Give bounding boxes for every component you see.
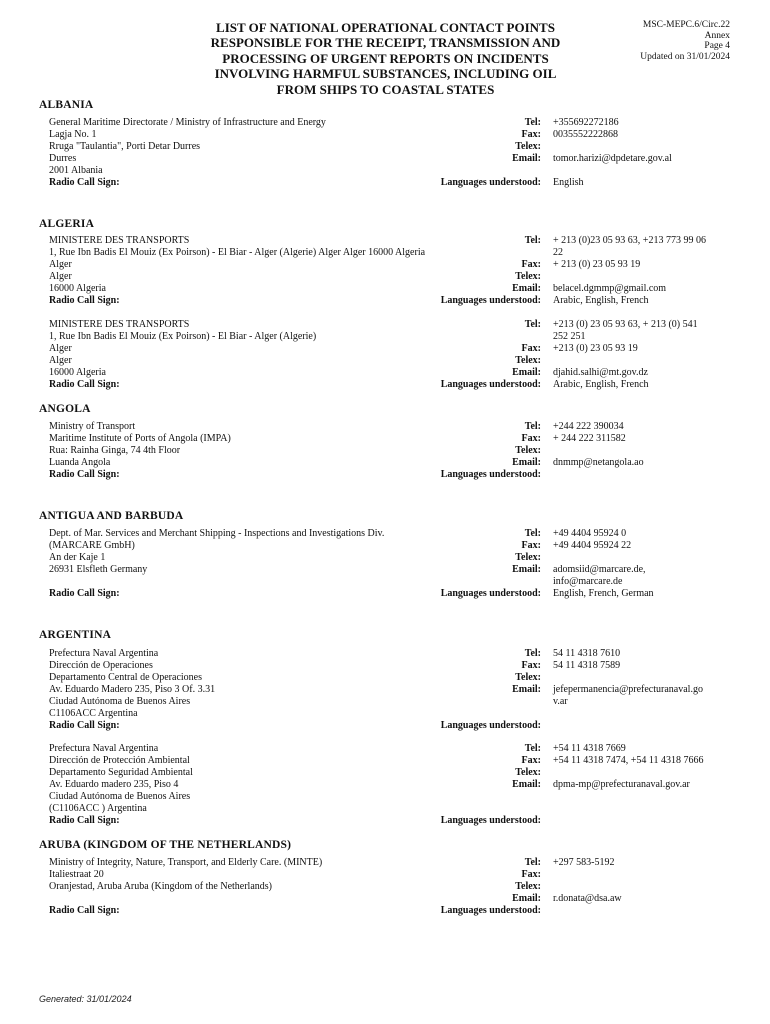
telephone-label: Tel: (524, 235, 541, 246)
address-line: Durres (49, 153, 77, 164)
document-reference (600, 20, 730, 62)
address-block (49, 857, 509, 893)
fax-label: Fax: (521, 343, 541, 354)
country-heading: ARUBA (KINGDOM OF THE NETHERLANDS) (39, 839, 292, 851)
fax-label: Fax: (521, 755, 541, 766)
languages-value: English, French, German (553, 588, 654, 599)
telephone-label: Tel: (524, 117, 541, 128)
address-line: Alger (49, 343, 72, 354)
fax-value-line: +49 4404 95924 22 (553, 540, 632, 551)
fax-label: Fax: (521, 129, 541, 140)
email-value[interactable] (553, 457, 743, 469)
telex-label: Telex: (515, 141, 541, 152)
email-value-line[interactable]: v.ar (553, 696, 568, 707)
address-line: Ministry of Integrity, Nature, Transport, and Elderly Care. (MINTE) (49, 857, 323, 868)
email-value[interactable] (553, 283, 743, 295)
telephone-label: Tel: (524, 648, 541, 659)
country-heading: ANTIGUA AND BARBUDA (39, 510, 184, 522)
fax-value-line: +213 (0) 23 05 93 19 (553, 343, 638, 354)
telephone-label: Tel: (524, 743, 541, 754)
address-line: Departamento Central de Operaciones (49, 672, 202, 683)
address-line: Departamento Seguridad Ambiental (49, 767, 193, 778)
address-line: 16000 Algeria (49, 367, 106, 378)
address-line: Dirección de Protección Ambiental (49, 755, 190, 766)
telephone-value (553, 421, 743, 433)
fax-label: Fax: (521, 540, 541, 551)
address-line: Dirección de Operaciones (49, 660, 153, 671)
address-line: Ciudad Autónoma de Buenos Aires (49, 791, 191, 802)
title-line: INVOLVING HARMFUL SUBSTANCES, INCLUDING OIL (214, 66, 557, 82)
radio-call-sign-label: Radio Call Sign: (49, 295, 120, 306)
email-label: Email: (512, 564, 541, 575)
radio-call-sign-label: Radio Call Sign: (49, 177, 120, 188)
address-line: (C1106ACC ) Argentina (49, 803, 147, 814)
address-block (49, 743, 509, 815)
address-line: Italiestraat 20 (49, 869, 104, 880)
telephone-value-line: +244 222 390034 (553, 421, 624, 432)
radio-call-sign-label: Radio Call Sign: (49, 815, 120, 826)
address-line: Av. Eduardo madero 235, Piso 4 (49, 779, 179, 790)
reference-line: Annex (704, 30, 730, 41)
telex-label: Telex: (515, 445, 541, 456)
telephone-value-line: 54 11 4318 7610 (553, 648, 621, 659)
country-heading: ALGERIA (39, 218, 95, 230)
address-block (49, 421, 509, 469)
languages-label: Languages understood: (440, 588, 541, 599)
telephone-label: Tel: (524, 421, 541, 432)
address-block (49, 528, 509, 576)
address-line: Prefectura Naval Argentina (49, 743, 159, 754)
email-label: Email: (512, 367, 541, 378)
fax-label: Fax: (521, 660, 541, 671)
email-value[interactable] (553, 893, 743, 905)
email-label: Email: (512, 893, 541, 904)
languages-label: Languages understood: (440, 720, 541, 731)
fax-value-line: + 244 222 311582 (553, 433, 626, 444)
telephone-value-line: +355692272186 (553, 117, 619, 128)
document-title (178, 20, 593, 97)
email-value[interactable] (553, 564, 743, 588)
email-label: Email: (512, 283, 541, 294)
email-value-line[interactable]: dpma-mp@prefecturanaval.gov.ar (553, 779, 690, 790)
title-line: FROM SHIPS TO COASTAL STATES (276, 81, 495, 97)
address-line: Dept. of Mar. Services and Merchant Shipping - Inspections and Investigations Div. (49, 528, 385, 539)
email-value-line[interactable]: info@marcare.de (553, 576, 623, 587)
email-label: Email: (512, 684, 541, 695)
telephone-value (553, 117, 743, 129)
languages-label: Languages understood: (440, 905, 541, 916)
address-line: Lagja No. 1 (49, 129, 97, 140)
reference-line: Updated on 31/01/2024 (640, 51, 730, 62)
address-line: Luanda Angola (49, 457, 111, 468)
telex-label: Telex: (515, 552, 541, 563)
address-line: Alger (49, 271, 72, 282)
telex-label: Telex: (515, 355, 541, 366)
address-line: MINISTERE DES TRANSPORTS (49, 319, 190, 330)
address-line: General Maritime Directorate / Ministry of Infrastructure and Energy (49, 117, 326, 128)
fax-value (553, 433, 743, 445)
languages-value: Arabic, English, French (553, 379, 649, 390)
fax-value (553, 660, 743, 672)
telephone-value-line: +54 11 4318 7669 (553, 743, 626, 754)
telephone-value (553, 319, 743, 343)
telephone-value-line: 252 251 (553, 331, 586, 342)
fax-value (553, 540, 743, 552)
telephone-label: Tel: (524, 528, 541, 539)
radio-call-sign-label: Radio Call Sign: (49, 588, 120, 599)
email-value-line[interactable]: r.donata@dsa.aw (553, 893, 622, 904)
fax-label: Fax: (521, 433, 541, 444)
country-heading: ARGENTINA (39, 629, 112, 641)
fax-value-line: 54 11 4318 7589 (553, 660, 621, 671)
country-heading: ANGOLA (39, 403, 91, 415)
languages-label: Languages understood: (440, 469, 541, 480)
fax-value (553, 755, 743, 767)
address-line: C1106ACC Argentina (49, 708, 138, 719)
telex-label: Telex: (515, 672, 541, 683)
languages-value: Arabic, English, French (553, 295, 649, 306)
telephone-value-line: +213 (0) 23 05 93 63, + 213 (0) 541 (553, 319, 698, 330)
telephone-value-line: +297 583-5192 (553, 857, 615, 868)
address-line: 2001 Albania (49, 165, 103, 176)
reference-line: MSC-MEPC.6/Circ.22 (642, 20, 730, 30)
fax-value-line: +54 11 4318 7474, +54 11 4318 7666 (553, 755, 704, 766)
telephone-value (553, 857, 743, 869)
fax-label: Fax: (521, 869, 541, 880)
languages-label: Languages understood: (440, 177, 541, 188)
address-line: 1, Rue Ibn Badis El Mouiz (Ex Poirson) - El Biar - Alger (Algerie) Alger Alger 16000 Algeria (49, 247, 426, 258)
telephone-value-line: 22 (553, 247, 563, 258)
address-line: Alger (49, 259, 72, 270)
address-block (49, 235, 509, 295)
email-value[interactable] (553, 684, 743, 708)
email-value-line[interactable]: jefepermanencia@prefecturanaval.go (553, 684, 703, 695)
email-value[interactable] (553, 779, 743, 791)
title-line: LIST OF NATIONAL OPERATIONAL CONTACT POINTS (216, 20, 555, 35)
telex-label: Telex: (515, 881, 541, 892)
telephone-value-line: + 213 (0)23 05 93 63, +213 773 99 06 (553, 235, 706, 246)
address-line: 26931 Elsfleth Germany (49, 564, 148, 575)
email-value[interactable] (553, 153, 743, 165)
telephone-value (553, 235, 743, 259)
address-line: Ciudad Autónoma de Buenos Aires (49, 696, 191, 707)
address-line: Oranjestad, Aruba Aruba (Kingdom of the Netherlands) (49, 881, 272, 892)
address-line: Prefectura Naval Argentina (49, 648, 159, 659)
fax-value (553, 129, 743, 141)
fax-value-line: + 213 (0) 23 05 93 19 (553, 259, 641, 270)
languages-label: Languages understood: (440, 815, 541, 826)
address-line: (MARCARE GmbH) (49, 540, 135, 551)
address-line: An der Kaje 1 (49, 552, 106, 563)
telephone-label: Tel: (524, 857, 541, 868)
telephone-label: Tel: (524, 319, 541, 330)
radio-call-sign-label: Radio Call Sign: (49, 905, 120, 916)
languages-label: Languages understood: (440, 379, 541, 390)
address-line: Maritime Institute of Ports of Angola (IMPA) (49, 433, 231, 444)
title-line: RESPONSIBLE FOR THE RECEIPT, TRANSMISSION AND (210, 35, 561, 51)
title-line: PROCESSING OF URGENT REPORTS ON INCIDENTS (222, 50, 549, 66)
email-label: Email: (512, 457, 541, 468)
email-value-line[interactable]: belacel.dgmmp@gmail.com (553, 283, 667, 294)
email-label: Email: (512, 153, 541, 164)
telex-label: Telex: (515, 767, 541, 778)
address-block (49, 319, 509, 379)
address-line: 16000 Algeria (49, 283, 106, 294)
fax-value (553, 259, 743, 271)
fax-label: Fax: (521, 259, 541, 270)
telephone-value-line: +49 4404 95924 0 (553, 528, 627, 539)
telephone-value (553, 528, 743, 540)
fax-value-line: 0035552222868 (553, 129, 618, 140)
reference-line: Page 4 (704, 41, 730, 52)
radio-call-sign-label: Radio Call Sign: (49, 720, 120, 731)
generated-footer: Generated: 31/01/2024 (39, 994, 132, 1004)
email-value-line[interactable]: tomor.harizi@dpdetare.gov.al (553, 153, 672, 164)
telephone-value (553, 648, 743, 660)
address-line: Alger (49, 355, 72, 366)
email-value-line[interactable]: djahid.salhi@mt.gov.dz (553, 367, 648, 378)
address-line: 1, Rue Ibn Badis El Mouiz (Ex Poirson) - El Biar - Alger (Algerie) (49, 331, 317, 342)
address-line: Rua: Rainha Ginga, 74 4th Floor (49, 445, 181, 456)
email-value[interactable] (553, 367, 743, 379)
email-label: Email: (512, 779, 541, 790)
address-line: Av. Eduardo Madero 235, Piso 3 Of. 3.31 (49, 684, 216, 695)
telephone-value (553, 743, 743, 755)
email-value-line[interactable]: adomsiid@marcare.de, (553, 564, 646, 575)
address-line: MINISTERE DES TRANSPORTS (49, 235, 190, 246)
fax-value (553, 343, 743, 355)
country-heading: ALBANIA (39, 99, 94, 111)
telex-label: Telex: (515, 271, 541, 282)
address-block (49, 117, 509, 177)
languages-value: English (553, 177, 584, 188)
address-line: Rruga "Taulantia", Porti Detar Durres (49, 141, 201, 152)
radio-call-sign-label: Radio Call Sign: (49, 379, 120, 390)
languages-label: Languages understood: (440, 295, 541, 306)
address-line: Ministry of Transport (49, 421, 136, 432)
address-block (49, 648, 509, 720)
radio-call-sign-label: Radio Call Sign: (49, 469, 120, 480)
email-value-line[interactable]: dnmmp@netangola.ao (553, 457, 644, 468)
